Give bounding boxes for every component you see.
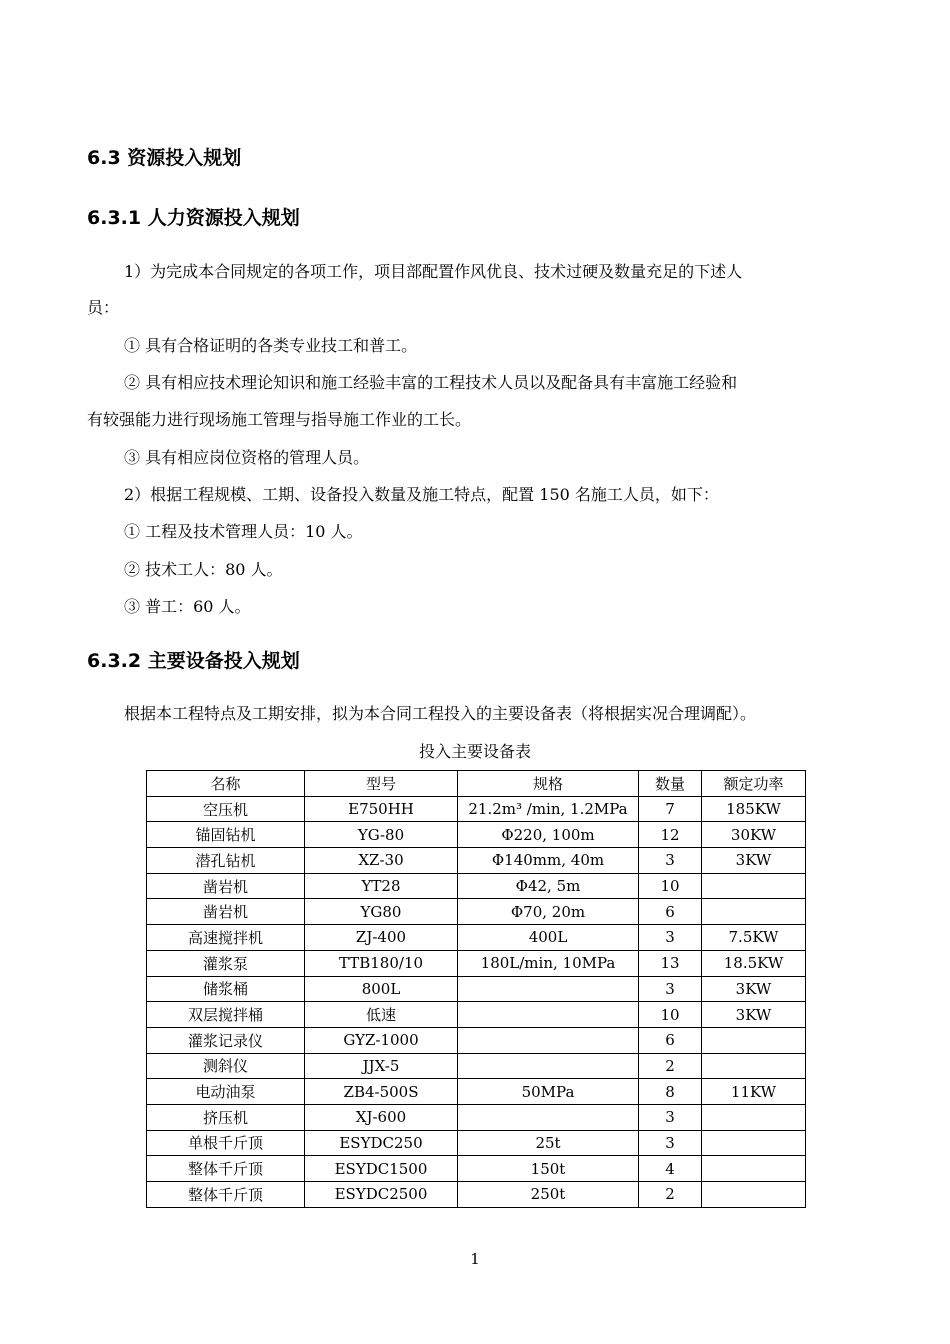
cell-spec <box>458 1053 639 1079</box>
page-number: 1 <box>470 1250 480 1268</box>
cell-rated-power: 7.5KW <box>702 925 806 951</box>
table-row <box>147 848 806 874</box>
cell-rated-power: 11KW <box>702 1079 806 1105</box>
list-item-2-line-1: ② 具有相应技术理论知识和施工经验丰富的工程技术人员以及配备具有丰富施工经验和 <box>124 373 738 392</box>
cell-name: 灌浆记录仪 <box>147 1027 305 1053</box>
cell-rated-power <box>702 1130 806 1156</box>
cell-name: 整体千斤顶 <box>147 1156 305 1182</box>
cell-spec <box>458 1002 639 1028</box>
cell-quantity: 10 <box>639 1002 702 1028</box>
cell-quantity: 4 <box>639 1156 702 1182</box>
table-row <box>147 873 806 899</box>
table-row <box>147 1079 806 1105</box>
header-quantity: 数量 <box>639 771 702 797</box>
cell-model: 800L <box>305 976 458 1002</box>
cell-quantity: 6 <box>639 1027 702 1053</box>
cell-name: 凿岩机 <box>147 873 305 899</box>
paragraph-1-line-1: 1）为完成本合同规定的各项工作，项目部配置作风优良、技术过硬及数量充足的下述人 <box>124 262 743 281</box>
cell-quantity: 2 <box>639 1182 702 1208</box>
cell-rated-power <box>702 1104 806 1130</box>
staff-item-2: ② 技术工人：80 人。 <box>124 560 283 579</box>
cell-quantity: 3 <box>639 976 702 1002</box>
cell-model: ESYDC2500 <box>305 1182 458 1208</box>
cell-spec: 250t <box>458 1182 639 1208</box>
cell-name: 储浆桶 <box>147 976 305 1002</box>
cell-rated-power <box>702 873 806 899</box>
table-row <box>147 1156 806 1182</box>
header-model: 型号 <box>305 771 458 797</box>
cell-name: 锚固钻机 <box>147 822 305 848</box>
cell-model: E750HH <box>305 796 458 822</box>
table-row <box>147 796 806 822</box>
cell-spec: Φ42, 5m <box>458 873 639 899</box>
list-item-2-line-2: 有较强能力进行现场施工管理与指导施工作业的工长。 <box>87 410 472 429</box>
table-caption: 投入主要设备表 <box>418 742 531 761</box>
cell-model: ESYDC250 <box>305 1130 458 1156</box>
cell-name: 凿岩机 <box>147 899 305 925</box>
cell-spec <box>458 976 639 1002</box>
cell-model: ESYDC1500 <box>305 1156 458 1182</box>
cell-name: 挤压机 <box>147 1104 305 1130</box>
paragraph-2: 2）根据工程规模、工期、设备投入数量及施工特点，配置 150 名施工人员，如下： <box>124 485 719 504</box>
cell-rated-power: 18.5KW <box>702 950 806 976</box>
cell-spec: Φ70, 20m <box>458 899 639 925</box>
table-row <box>147 1104 806 1130</box>
cell-quantity: 3 <box>639 848 702 874</box>
cell-spec: 400L <box>458 925 639 951</box>
cell-quantity: 12 <box>639 822 702 848</box>
list-item-3: ③ 具有相应岗位资格的管理人员。 <box>124 448 370 467</box>
cell-rated-power <box>702 899 806 925</box>
table-row <box>147 1053 806 1079</box>
table-body <box>147 796 806 1207</box>
cell-rated-power: 30KW <box>702 822 806 848</box>
cell-name: 空压机 <box>147 796 305 822</box>
cell-quantity: 8 <box>639 1079 702 1105</box>
table-row <box>147 976 806 1002</box>
cell-spec: Φ220, 100m <box>458 822 639 848</box>
cell-name: 电动油泵 <box>147 1079 305 1105</box>
cell-rated-power <box>702 1053 806 1079</box>
table-row <box>147 950 806 976</box>
cell-rated-power <box>702 1027 806 1053</box>
cell-name: 灌浆泵 <box>147 950 305 976</box>
cell-quantity: 6 <box>639 899 702 925</box>
paragraph-1-line-2: 员： <box>87 298 120 317</box>
cell-quantity: 10 <box>639 873 702 899</box>
cell-model: TTB180/10 <box>305 950 458 976</box>
table-row <box>147 822 806 848</box>
header-name: 名称 <box>147 771 305 797</box>
cell-quantity: 7 <box>639 796 702 822</box>
cell-name: 测斜仪 <box>147 1053 305 1079</box>
cell-rated-power <box>702 1182 806 1208</box>
table-row <box>147 1130 806 1156</box>
cell-spec: 180L/min, 10MPa <box>458 950 639 976</box>
cell-spec: 21.2m³ /min, 1.2MPa <box>458 796 639 822</box>
cell-name: 整体千斤顶 <box>147 1182 305 1208</box>
table-row <box>147 1182 806 1208</box>
cell-spec <box>458 1104 639 1130</box>
cell-model: 低速 <box>305 1002 458 1028</box>
header-rated-power: 额定功率 <box>702 771 806 797</box>
staff-item-3: ③ 普工：60 人。 <box>124 597 251 616</box>
cell-model: YT28 <box>305 873 458 899</box>
cell-name: 双层搅拌桶 <box>147 1002 305 1028</box>
cell-spec: 25t <box>458 1130 639 1156</box>
cell-spec: 50MPa <box>458 1079 639 1105</box>
table-row <box>147 1002 806 1028</box>
cell-spec: Φ140mm, 40m <box>458 848 639 874</box>
table-header-row <box>147 771 806 797</box>
cell-model: ZJ-400 <box>305 925 458 951</box>
cell-name: 单根千斤顶 <box>147 1130 305 1156</box>
cell-model: XZ-30 <box>305 848 458 874</box>
header-spec: 规格 <box>458 771 639 797</box>
cell-quantity: 13 <box>639 950 702 976</box>
cell-model: JJX-5 <box>305 1053 458 1079</box>
staff-item-1: ① 工程及技术管理人员：10 人。 <box>124 522 363 541</box>
cell-rated-power: 3KW <box>702 976 806 1002</box>
section-heading-6-3-1: 6.3.1 人力资源投入规划 <box>87 207 300 229</box>
section-heading-6-3: 6.3 资源投入规划 <box>87 147 242 169</box>
cell-spec <box>458 1027 639 1053</box>
cell-spec: 150t <box>458 1156 639 1182</box>
equipment-table <box>146 770 806 1208</box>
cell-model: ZB4-500S <box>305 1079 458 1105</box>
cell-quantity: 3 <box>639 1104 702 1130</box>
cell-model: YG-80 <box>305 822 458 848</box>
cell-rated-power <box>702 1156 806 1182</box>
cell-model: YG80 <box>305 899 458 925</box>
cell-rated-power: 3KW <box>702 1002 806 1028</box>
cell-quantity: 3 <box>639 925 702 951</box>
cell-quantity: 3 <box>639 1130 702 1156</box>
cell-model: XJ-600 <box>305 1104 458 1130</box>
cell-quantity: 2 <box>639 1053 702 1079</box>
cell-rated-power: 185KW <box>702 796 806 822</box>
table-row <box>147 925 806 951</box>
table-row <box>147 1027 806 1053</box>
cell-name: 高速搅拌机 <box>147 925 305 951</box>
cell-rated-power: 3KW <box>702 848 806 874</box>
table-row <box>147 899 806 925</box>
cell-model: GYZ-1000 <box>305 1027 458 1053</box>
section-heading-6-3-2: 6.3.2 主要设备投入规划 <box>87 650 300 672</box>
paragraph-3: 根据本工程特点及工期安排，拟为本合同工程投入的主要设备表（将根据实况合理调配）。 <box>124 704 757 723</box>
cell-name: 潜孔钻机 <box>147 848 305 874</box>
list-item-1: ① 具有合格证明的各类专业技工和普工。 <box>124 336 418 355</box>
